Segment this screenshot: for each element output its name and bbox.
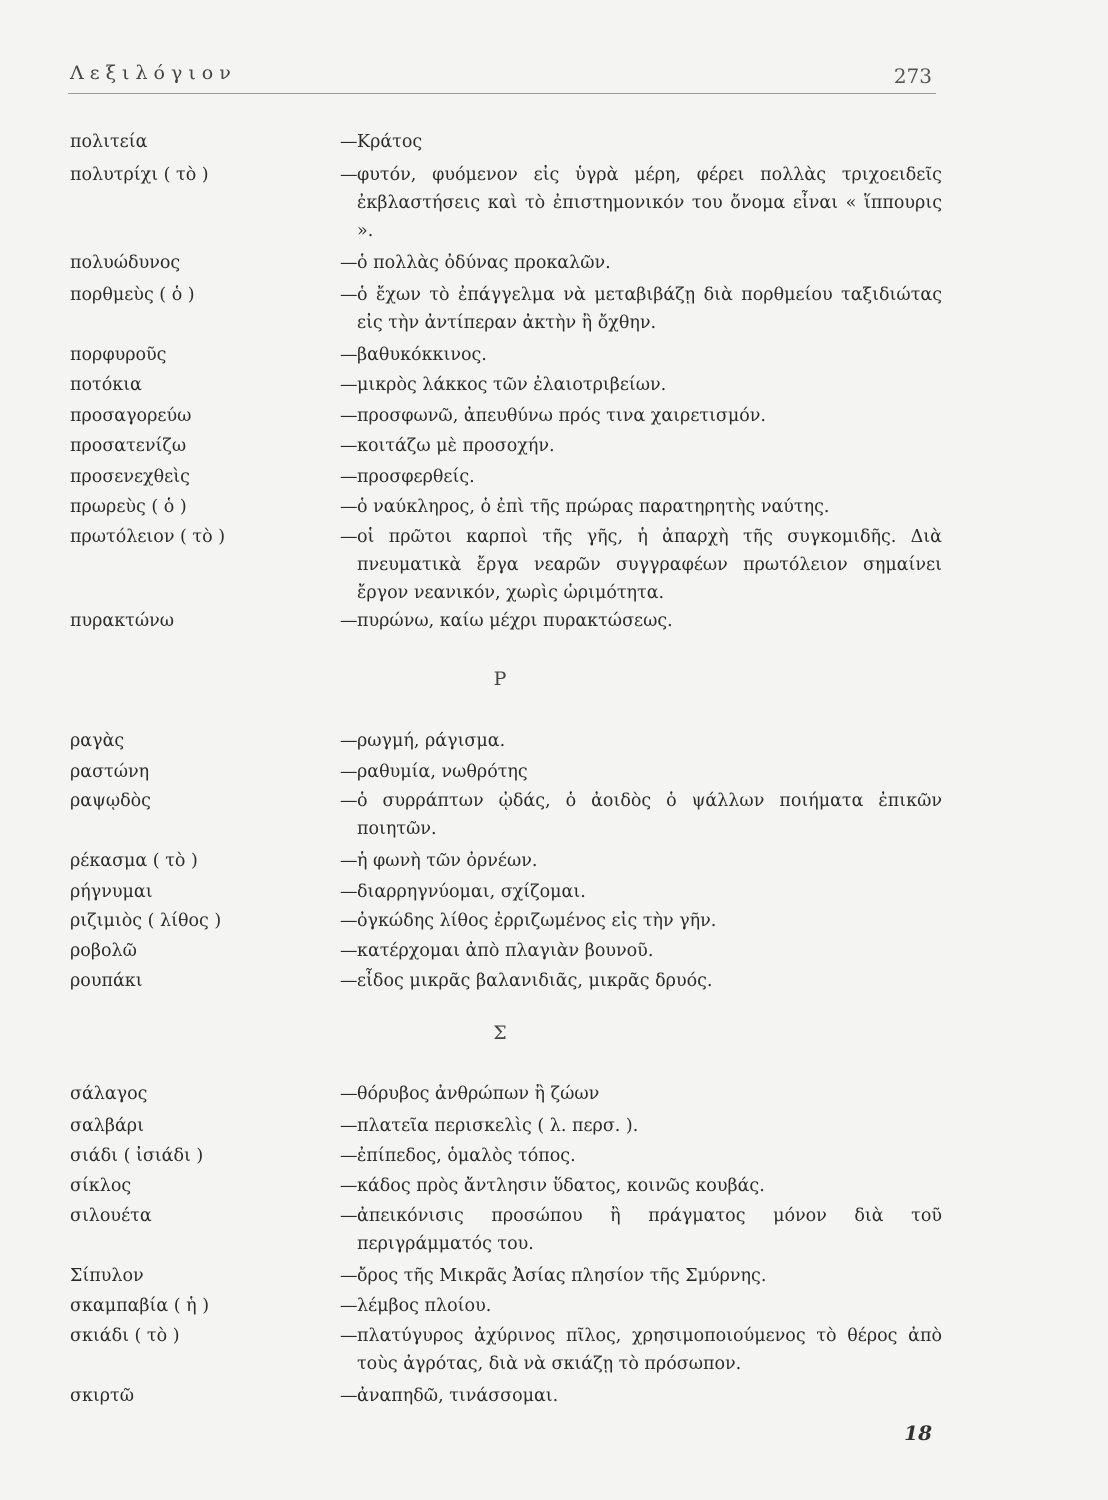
- entry-term: ριζιμιὸς ( λίθος ): [70, 911, 222, 931]
- entry-definition: πλατεῖα περισκελὶς ( λ. περσ. ).: [357, 1116, 639, 1136]
- entry-definition: ὁ συρράπτων ᾠδάς, ὁ ἀοιδὸς ὁ ψάλλων ποιήματα ἐπικῶν ποιητῶν.: [357, 791, 942, 839]
- running-title: Λεξιλόγιον: [70, 62, 237, 84]
- entry-definition: ὁ ναύκληρος, ὁ ἐπὶ τῆς πρώρας παρατηρητὴς ναύτης.: [357, 497, 830, 517]
- entry-dash: —: [340, 497, 358, 517]
- entry-dash: —: [340, 851, 358, 871]
- letter-heading: Σ: [493, 1022, 507, 1044]
- entry-definition: μικρὸς λάκκος τῶν ἐλαιοτριβείων.: [357, 375, 667, 395]
- entry-dash: —: [340, 941, 358, 961]
- entry-definition: ἀπεικόνισις προσώπου ἢ πράγματος μόνον διὰ τοῦ περιγράμματός του.: [357, 1206, 942, 1254]
- entry-term: ραστώνη: [70, 762, 150, 782]
- entry-definition: ὀγκώδης λίθος ἐρριζωμένος εἰς τὴν γῆν.: [357, 911, 717, 931]
- entry-definition: θόρυβος ἀνθρώπων ἢ ζώων: [357, 1084, 600, 1104]
- entry-definition: βαθυκόκκινος.: [357, 345, 487, 365]
- header-rule: [68, 93, 936, 94]
- entry-dash: —: [340, 791, 358, 811]
- entry-term: προσαγορεύω: [70, 406, 192, 426]
- entry-term: προσατενίζω: [70, 436, 187, 456]
- letter-heading: Ρ: [493, 668, 507, 690]
- entry-term: ρήγνυμαι: [70, 882, 153, 902]
- entry-term: πολιτεία: [70, 132, 148, 152]
- entry-dash: —: [340, 406, 358, 426]
- signature-mark: 18: [904, 1421, 932, 1445]
- entry-term: ρέκασμα ( τὸ ): [70, 851, 198, 871]
- entry-definition: προσφερθείς.: [357, 467, 475, 487]
- entry-definition: πλατύγυρος ἀχύρινος πῖλος, χρησιμοποιούμενος τὸ θέρος ἀπὸ τοὺς ἀγρότας, διὰ νὰ σκιάζῃ τὸ πρόσωπον.: [357, 1326, 942, 1374]
- entry-definition: ἐπίπεδος, ὁμαλὸς τόπος.: [357, 1146, 576, 1166]
- entry-term: πρωρεὺς ( ὁ ): [70, 497, 187, 517]
- entry-definition: ρωγμή, ράγισμα.: [357, 731, 506, 751]
- entry-dash: —: [340, 971, 358, 991]
- entry-term: σίκλος: [70, 1176, 132, 1196]
- entry-definition: πυρώνω, καίω μέχρι πυρακτώσεως.: [357, 611, 673, 631]
- entry-term: ραγὰς: [70, 731, 125, 751]
- entry-dash: —: [340, 911, 358, 931]
- entry-term: πυρακτώνω: [70, 611, 175, 631]
- entry-dash: —: [340, 1296, 358, 1316]
- entry-term: σαλβάρι: [70, 1116, 144, 1136]
- entry-dash: —: [340, 527, 358, 547]
- entry-definition: διαρρηγνύομαι, σχίζομαι.: [357, 882, 586, 902]
- entry-term: πορφυροῦς: [70, 345, 167, 365]
- entry-definition: ὄρος τῆς Μικρᾶς Ἀσίας πλησίον τῆς Σμύρνης.: [357, 1266, 767, 1286]
- entry-dash: —: [340, 611, 358, 631]
- entry-term: σάλαγος: [70, 1084, 148, 1104]
- entry-term: πρωτόλειον ( τὸ ): [70, 527, 226, 547]
- entry-term: Σίπυλον: [70, 1266, 144, 1286]
- entry-dash: —: [340, 375, 358, 395]
- entry-definition: οἱ πρῶτοι καρποὶ τῆς γῆς, ἡ ἀπαρχὴ τῆς συγκομιδῆς. Διὰ πνευματικὰ ἔργα νεαρῶν συγγραφέων πρωτόλειον σημαίνει ἔργον νεανικόν, χωρὶς ὡριμότητα.: [357, 527, 942, 603]
- entry-term: σκιάδι ( τὸ ): [70, 1326, 180, 1346]
- entry-term: σκαμπαβία ( ἡ ): [70, 1296, 210, 1316]
- entry-dash: —: [340, 1084, 358, 1104]
- entry-term: ρουπάκι: [70, 971, 143, 991]
- entry-term: πορθμεὺς ( ὁ ): [70, 285, 195, 305]
- entry-dash: —: [340, 1206, 358, 1226]
- entry-term: ροβολῶ: [70, 941, 137, 961]
- entry-definition: ραθυμία, νωθρότης: [357, 762, 528, 782]
- entry-definition: ἡ φωνὴ τῶν ὀρνέων.: [357, 851, 538, 871]
- entry-definition: ἀναπηδῶ, τινάσσομαι.: [357, 1386, 559, 1406]
- entry-dash: —: [340, 762, 358, 782]
- entry-term: ραψῳδὸς: [70, 791, 151, 811]
- entry-dash: —: [340, 731, 358, 751]
- entry-dash: —: [340, 1176, 358, 1196]
- entry-term: ποτόκια: [70, 375, 142, 395]
- page-number: 273: [893, 64, 932, 88]
- entry-definition: εἶδος μικρᾶς βαλανιδιᾶς, μικρᾶς δρυός.: [357, 971, 713, 991]
- entry-definition: ὁ ἔχων τὸ ἐπάγγελμα νὰ μεταβιβάζῃ διὰ πορθμείου ταξιδιώτας εἰς τὴν ἀντίπεραν ἀκτὴν ἢ ὄχθην.: [357, 285, 942, 333]
- entry-dash: —: [340, 1146, 358, 1166]
- entry-dash: —: [340, 1266, 358, 1286]
- entry-dash: —: [340, 132, 358, 152]
- entry-dash: —: [340, 345, 358, 365]
- entry-dash: —: [340, 285, 358, 305]
- entry-definition: κοιτάζω μὲ προσοχήν.: [357, 436, 555, 456]
- entry-definition: προσφωνῶ, ἀπευθύνω πρός τινα χαιρετισμόν.: [357, 406, 766, 426]
- entry-dash: —: [340, 882, 358, 902]
- entry-term: προσενεχθεὶς: [70, 467, 190, 487]
- entry-dash: —: [340, 253, 358, 273]
- entry-term: σιάδι ( ἰσιάδι ): [70, 1146, 204, 1166]
- entry-dash: —: [340, 1116, 358, 1136]
- entry-term: πολυώδυνος: [70, 253, 181, 273]
- entry-dash: —: [340, 1326, 358, 1346]
- entry-term: πολυτρίχι ( τὸ ): [70, 165, 209, 185]
- entry-definition: ὁ πολλὰς ὀδύνας προκαλῶν.: [357, 253, 611, 273]
- entry-dash: —: [340, 1386, 358, 1406]
- entry-term: σιλουέτα: [70, 1206, 152, 1226]
- entry-dash: —: [340, 467, 358, 487]
- entry-definition: Κράτος: [357, 132, 423, 152]
- entry-dash: —: [340, 436, 358, 456]
- entry-definition: κατέρχομαι ἀπὸ πλαγιὰν βουνοῦ.: [357, 941, 654, 961]
- entry-dash: —: [340, 165, 358, 185]
- entry-definition: κάδος πρὸς ἄντλησιν ὕδατος, κοινῶς κουβάς.: [357, 1176, 765, 1196]
- entry-definition: φυτόν, φυόμενον εἰς ὑγρὰ μέρη, φέρει πολλὰς τριχοειδεῖς ἐκβλαστήσεις καὶ τὸ ἐπιστημονικόν του ὄνομα εἶναι « ἵππουρις ».: [357, 165, 942, 241]
- entry-definition: λέμβος πλοίου.: [357, 1296, 492, 1316]
- entry-term: σκιρτῶ: [70, 1386, 134, 1406]
